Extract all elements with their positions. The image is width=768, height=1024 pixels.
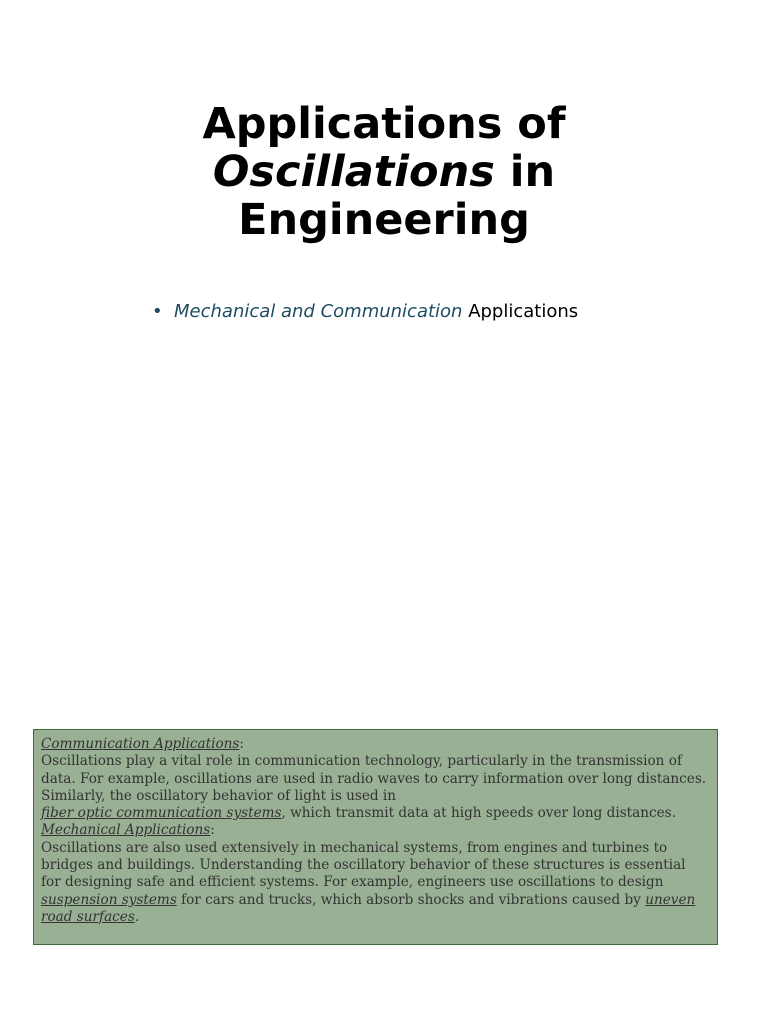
title-emphasis: Oscillations	[212, 147, 495, 197]
title-line-3: Engineering	[238, 195, 530, 245]
mech-link-2[interactable]: uneven road surfaces	[41, 891, 696, 925]
bullet-item	[152, 300, 578, 324]
comm-text-1: Oscillations play a vital role in communication technology, particularly in the transmission of data. For example, oscillations are used in radio waves to carry information over long distances. Similarly, the oscillatory behavior of light is used in	[41, 753, 707, 804]
title-line-2	[0, 148, 768, 196]
mech-link-1[interactable]: suspension systems	[41, 891, 177, 908]
title-line-1: Applications of	[202, 99, 566, 149]
mech-text-1: Oscillations are also used extensively in mechanical systems, from engines and turbines to bridges and buildings. Understanding the oscillatory behavior of these structures is essential for designing safe and efficient systems. For example, engineers use oscillations to design	[41, 839, 686, 891]
mech-text-3: .	[134, 908, 140, 925]
comm-paragraph	[41, 753, 709, 822]
comm-text-2: , which transmit data at high speeds over long distances.	[281, 805, 676, 822]
bullet-marker: •	[152, 301, 163, 322]
title-line-2-rest: in	[494, 147, 556, 197]
mech-heading-colon: :	[210, 822, 215, 839]
comm-link[interactable]: fiber optic communication systems	[41, 805, 282, 822]
comm-heading-colon: :	[239, 736, 244, 752]
mech-heading-line	[41, 822, 709, 839]
slide-title	[0, 100, 768, 244]
mech-heading: Mechanical Applications	[41, 822, 211, 839]
bullet-rest: Applications	[462, 301, 579, 322]
bullet-emphasis: Mechanical and Communication	[174, 301, 463, 322]
comm-heading: Communication Applications	[41, 736, 240, 752]
mech-paragraph	[41, 840, 709, 926]
comm-heading-line	[41, 736, 709, 753]
mech-text-2: for cars and trucks, which absorb shocks and vibrations caused by	[176, 891, 646, 908]
notes-box	[33, 729, 718, 945]
